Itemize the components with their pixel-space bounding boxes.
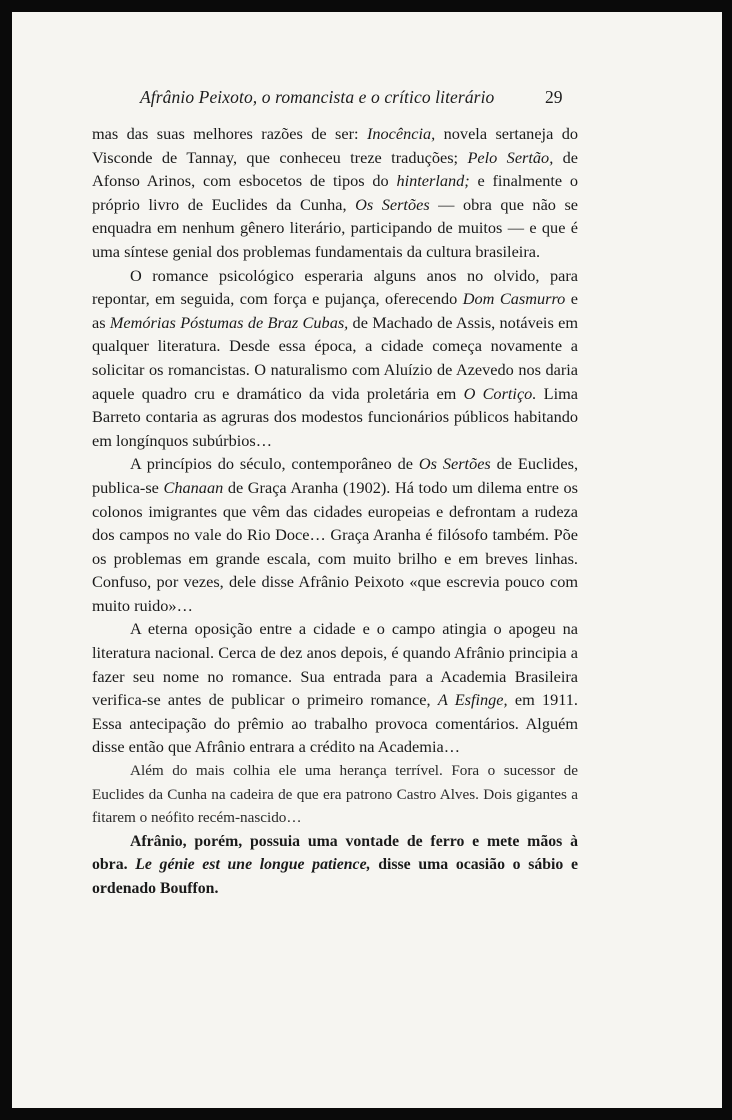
text-run: em 1911. Essa antecipação do prêmio ao trabalho provoca comentários. Alguém disse então que Afrânio entrara a crédito na Academia… — [92, 690, 578, 757]
text-run: Além do mais colhia ele uma herança terrível. Fora o sucessor de Euclides da Cunha na cadeira de que era patrono Castro Alves. Dois gigantes a fitarem o neófito recém-nascido… — [92, 762, 578, 827]
page-number: 29 — [545, 87, 563, 107]
italic-text: O Cortiço. — [463, 383, 537, 403]
italic-text: Os Sertões — [355, 194, 430, 214]
text-run: de Euclides, publica-se — [92, 454, 579, 497]
text-run: Afrânio, porém, possuia uma vontade de ferro e mete mãos à obra. — [92, 832, 578, 874]
text-run: novela sertaneja do Visconde de Tannay, que conheceu treze traduções; — [92, 124, 578, 167]
book-page — [12, 12, 722, 1108]
italic-text: A Esfinge, — [437, 690, 508, 710]
italic-text: Os Sertões — [418, 454, 491, 474]
page-header — [12, 87, 722, 111]
italic-text: Pelo Sertão, — [467, 147, 554, 167]
text-run: A princípios do século, contemporâneo de — [130, 454, 419, 474]
italic-text: Memórias Póstumas de Braz Cubas, — [109, 312, 349, 332]
italic-text: Inocência, — [366, 124, 436, 143]
text-run: de Afonso Arinos, com esbocetos de tipos do — [92, 147, 579, 191]
text-run: e finalmente o próprio livro de Euclides da Cunha, — [92, 171, 579, 214]
italic-text: Chanaan — [163, 477, 224, 497]
paragraph — [92, 452, 578, 617]
running-head: Afrânio Peixoto, o romancista e o crítico literário — [140, 87, 495, 107]
text-run: — obra que não se enquadra em nenhum gênero literário, participando de muitos — e que é uma síntese genial dos problemas fundamentais da cultura brasileira. — [92, 194, 579, 261]
paragraph — [92, 830, 578, 901]
paragraph — [92, 759, 578, 830]
italic-text: Le génie est une longue patience, — [135, 856, 371, 874]
text-run: de Machado de Assis, notáveis em qualquer literatura. Desde essa época, a cidade começa novamente a solicitar os romancistas. O naturalismo com Aluízio de Azevedo nos daria aquele quadro cru e dramático da vida proletária em — [92, 312, 578, 403]
text-run: Lima Barreto contaria as agruras dos modestos funcionários públicos habitando em longínquos subúrbios… — [92, 383, 578, 450]
text-run: e as — [92, 289, 578, 332]
italic-text: Dom Casmurro — [462, 289, 566, 309]
text-run: A eterna oposição entre a cidade e o campo atingia o apogeu na literatura nacional. Cerca de dez anos depois, é quando Afrânio principia a fazer seu nome no romance. Sua entrada para a Academia Brasileira verifica-se antes de publicar o primeiro romance, — [92, 619, 578, 710]
paragraph — [92, 617, 578, 759]
text-run: O romance psicológico esperaria alguns anos no olvido, para repontar, em seguida, com força e pujança, oferecendo — [92, 265, 578, 309]
paragraph — [92, 264, 578, 453]
text-run: de Graça Aranha (1902). Há todo um dilema entre os colonos imigrantes que vêm das cidades europeias e defrontam a rudeza dos campos no vale do Rio Doce… Graça Aranha é filósofo também. Põe os problemas em grande escala, com muito brilho e em breves linhas. Confuso, por vezes, dele disse Afrânio Peixoto «que escrevia pouco com muito ruido»… — [92, 477, 578, 615]
italic-text: hinterland; — [396, 171, 470, 191]
body-text — [92, 122, 578, 901]
text-run: disse uma ocasião o sábio e ordenado Bouffon. — [92, 856, 578, 897]
paragraph — [92, 122, 578, 264]
text-run: mas das suas melhores razões de ser: — [92, 124, 367, 143]
